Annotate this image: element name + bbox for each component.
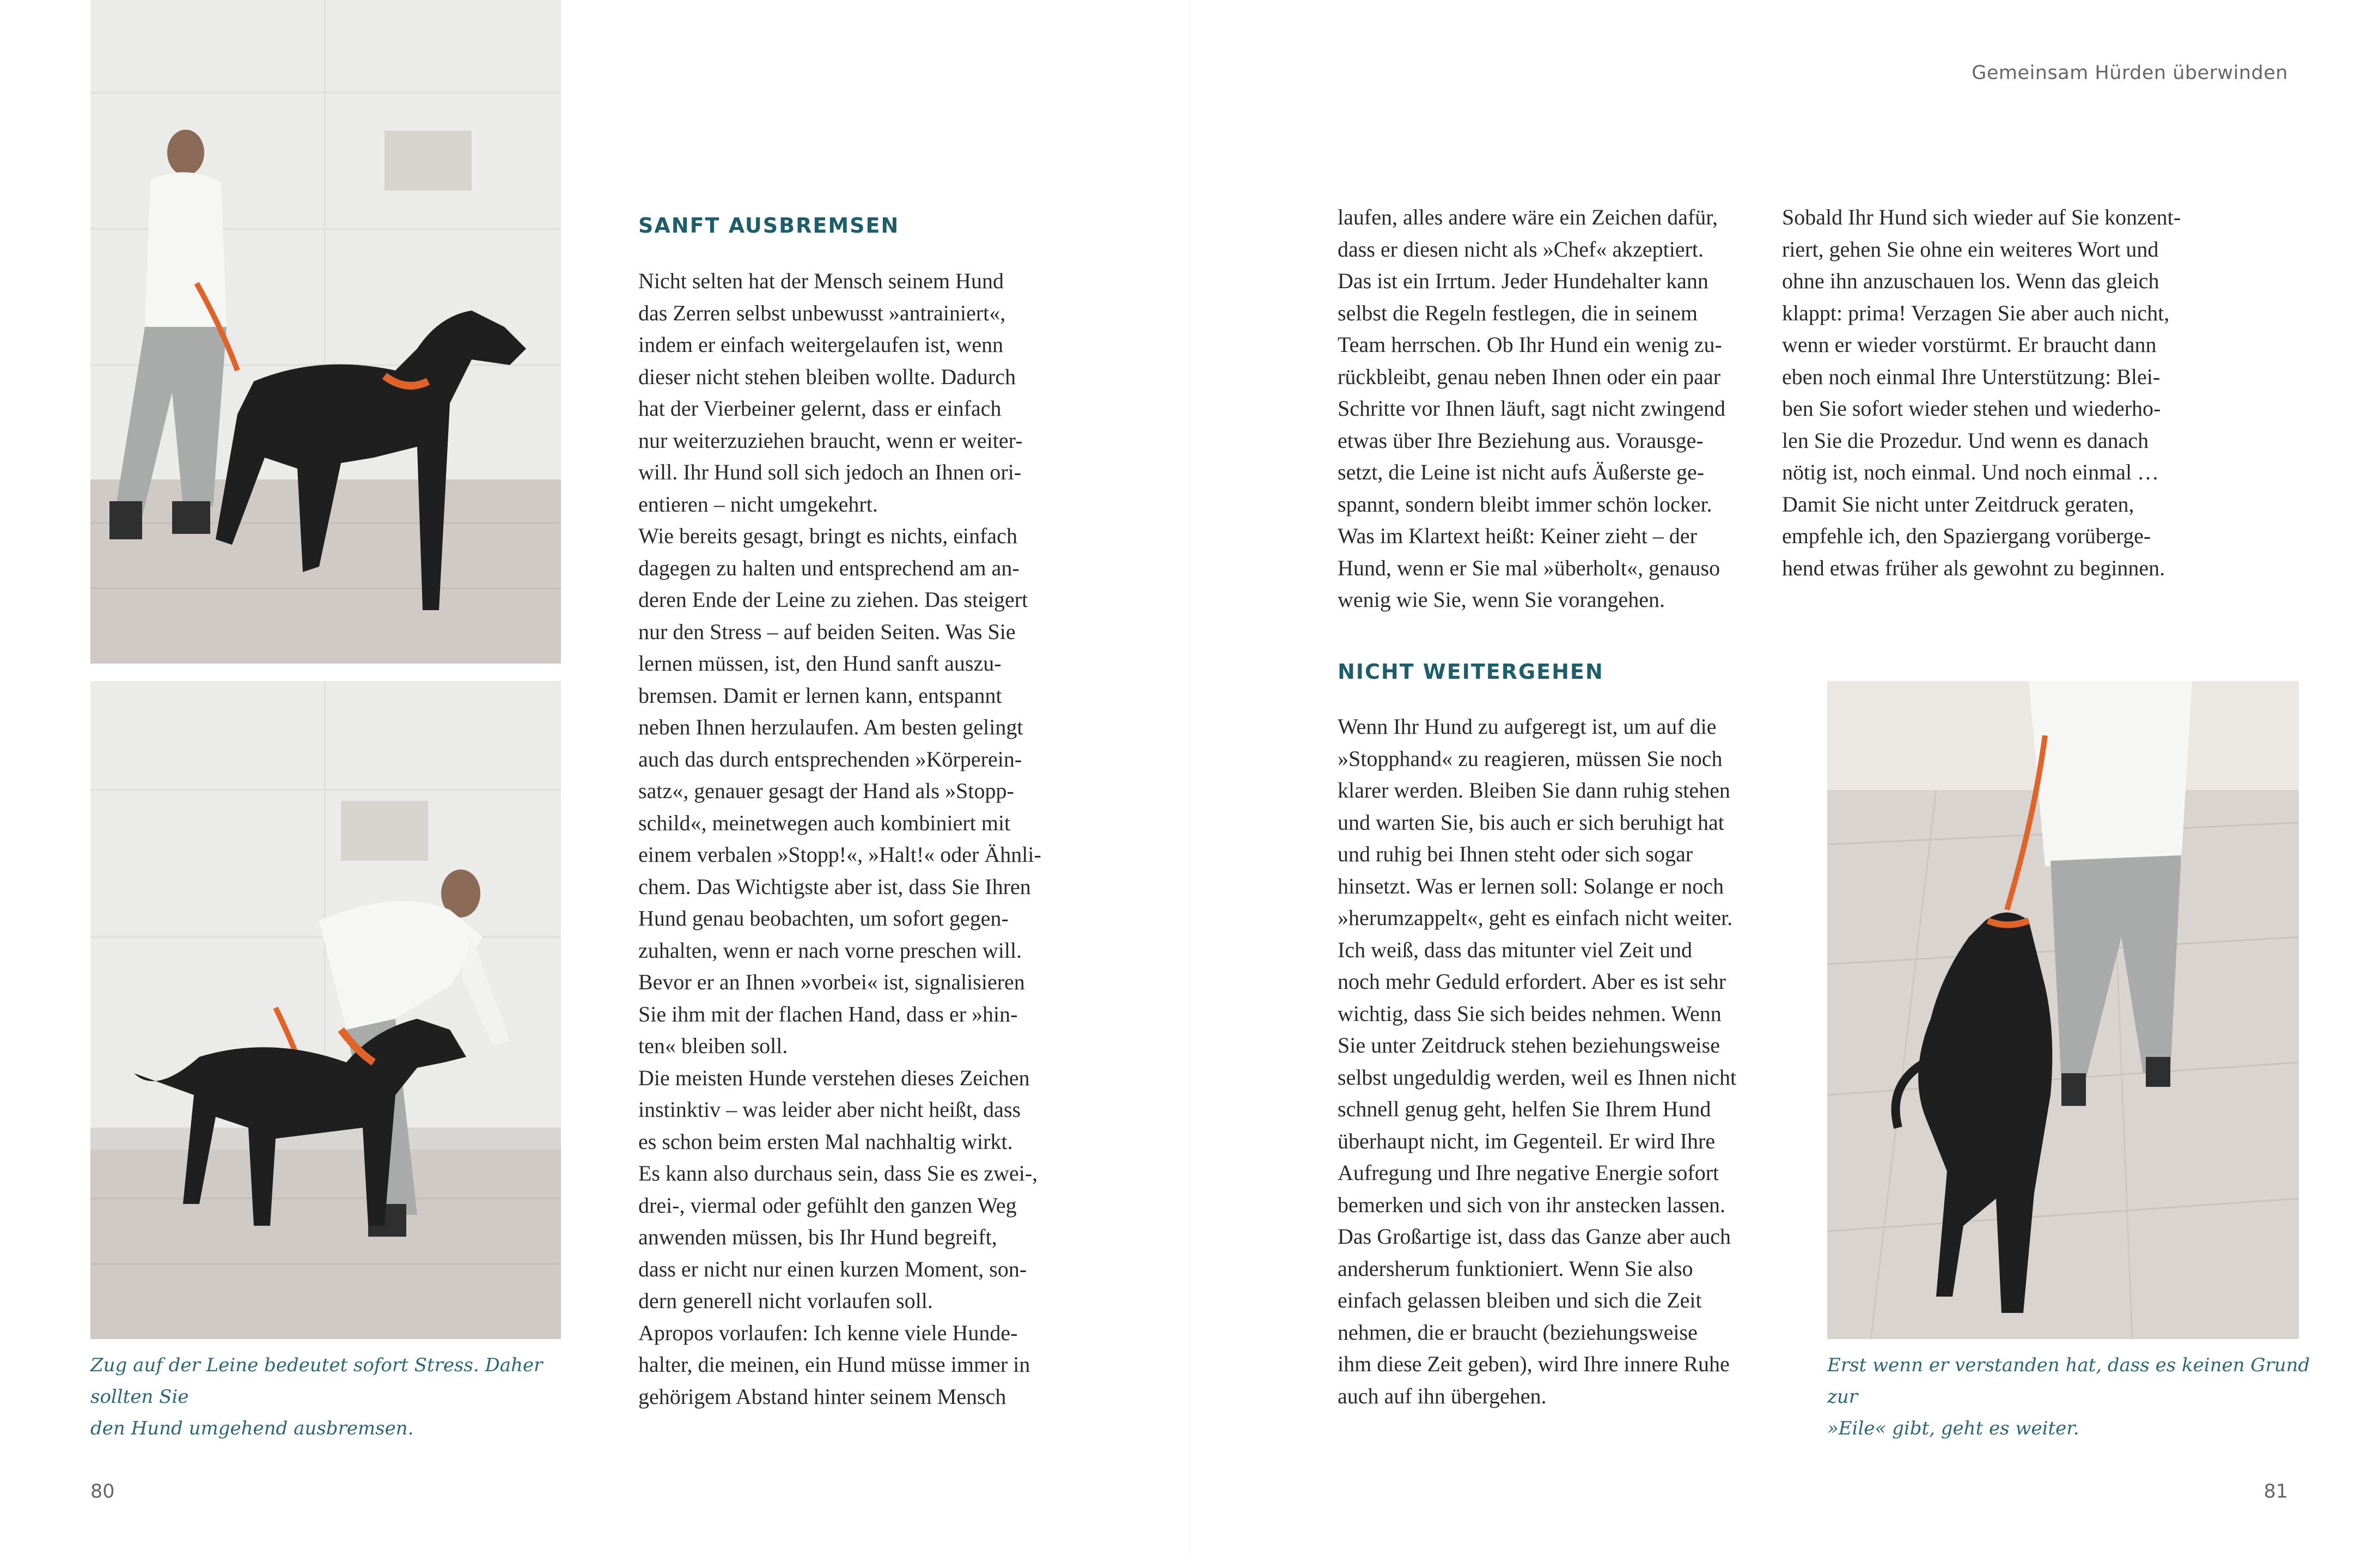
text-line: Sie unter Zeitdruck stehen beziehungsweise <box>1338 1033 1720 1057</box>
text-column-3 <box>1782 202 2218 584</box>
text-line: auch das durch entsprechenden »Körperein- <box>638 746 1022 771</box>
text-line: Was im Klartext heißt: Keiner zieht – der <box>1338 524 1697 548</box>
text-line: »herumzappelt«, geht es einfach nicht weiter. <box>1338 905 1733 930</box>
text-line: nur den Stress – auf beiden Seiten. Was Sie <box>638 619 1016 644</box>
text-line: einem verbalen »Stopp!«, »Halt!« oder Ähnli- <box>638 842 1041 867</box>
text-line: len Sie die Prozedur. Und wenn es danach <box>1782 428 2149 453</box>
text-line: dagegen zu halten und entsprechend am an- <box>638 555 1020 580</box>
text-line: dieser nicht stehen bleiben wollte. Dadurch <box>638 364 1016 389</box>
text-line: es schon beim ersten Mal nachhaltig wirkt. <box>638 1129 1013 1154</box>
text-line: andersherum funktioniert. Wenn Sie also <box>1338 1256 1693 1281</box>
text-line: neben Ihnen herzulaufen. Am besten gelingt <box>638 715 1023 739</box>
text-line: lernen müssen, ist, den Hund sanft auszu- <box>638 651 1002 676</box>
text-line: etwas über Ihre Beziehung aus. Vorausge- <box>1338 428 1704 453</box>
photo-man-standing-with-dog <box>90 0 561 664</box>
text-line: deren Ende der Leine zu ziehen. Das steigert <box>638 587 1028 612</box>
text-line: wenig wie Sie, wenn Sie vorangehen. <box>1338 587 1665 612</box>
text-line: »Stopphand« zu reagieren, müssen Sie noch <box>1338 746 1723 771</box>
text-line: nehmen, die er braucht (beziehungsweise <box>1338 1319 1698 1345</box>
text-line: klarer werden. Bleiben Sie dann ruhig stehen <box>1338 778 1730 802</box>
text-line: rückbleibt, genau neben Ihnen oder ein paar <box>1338 364 1721 389</box>
text-line: Das Großartige ist, dass das Ganze aber auch <box>1338 1224 1731 1249</box>
photo-man-bending-stop-hand <box>90 681 561 1339</box>
text-line: und ruhig bei Ihnen steht oder sich sogar <box>1338 842 1693 866</box>
text-line: nur weiterzuziehen braucht, wenn er weiter- <box>638 428 1023 453</box>
text-line: ben Sie sofort wieder stehen und wiederho- <box>1782 396 2161 421</box>
text-line: überhaupt nicht, im Gegenteil. Er wird Ihre <box>1338 1128 1716 1153</box>
text-line: satz«, genauer gesagt der Hand als »Stopp- <box>638 778 1014 803</box>
text-line: ohne ihn anzuschauen los. Wenn das gleich <box>1782 269 2159 293</box>
text-line: instinktiv – was leider aber nicht heißt, dass <box>638 1097 1021 1122</box>
right-page <box>1190 0 2380 1557</box>
text-line: und warten Sie, bis auch er sich beruhigt hat <box>1338 810 1724 835</box>
text-line: zuhalten, wenn er nach vorne preschen will. <box>638 938 1022 963</box>
text-line: bremsen. Damit er lernen kann, entspannt <box>638 683 1002 708</box>
text-line: Es kann also durchaus sein, dass Sie es zwei-, <box>638 1161 1038 1185</box>
text-line: laufen, alles andere wäre ein Zeichen dafür, <box>1338 205 1718 229</box>
caption-left-line: Zug auf der Leine bedeutet sofort Stress. Daher sollten Sie <box>90 1354 543 1408</box>
caption-left-line: den Hund umgehend ausbremsen. <box>90 1418 414 1439</box>
text-line: Das ist ein Irrtum. Jeder Hundehalter kann <box>1338 269 1708 293</box>
text-line: auch auf ihn übergehen. <box>1338 1383 1547 1408</box>
text-line: selbst ungeduldig werden, weil es Ihnen nicht <box>1338 1065 1737 1090</box>
text-column-2-bottom <box>1338 711 1773 1412</box>
text-line: nötig ist, noch einmal. Und noch einmal … <box>1782 460 2159 484</box>
text-line: hat der Vierbeiner gelernt, dass er einfach <box>638 396 1002 421</box>
text-line: Bevor er an Ihnen »vorbei« ist, signalisieren <box>638 970 1025 994</box>
text-line: entieren – nicht umgekehrt. <box>638 491 878 516</box>
heading-sanft-ausbremsen: SANFT AUSBREMSEN <box>638 214 900 238</box>
text-line: halter, die meinen, ein Hund müsse immer in <box>638 1352 1030 1377</box>
caption-right-line: Erst wenn er verstanden hat, dass es keinen Grund zur <box>1827 1354 2310 1408</box>
photo-caption-right <box>1827 1349 2317 1444</box>
text-line: hinsetzt. Was er lernen soll: Solange er noch <box>1338 873 1724 898</box>
text-line: anwenden müssen, bis Ihr Hund begreift, <box>638 1225 997 1249</box>
text-line: klappt: prima! Verzagen Sie aber auch nicht, <box>1782 300 2170 325</box>
text-line: Ich weiß, dass das mitunter viel Zeit und <box>1338 937 1692 962</box>
text-line: bemerken und sich von ihr anstecken lassen. <box>1338 1192 1726 1217</box>
text-line: riert, gehen Sie ohne ein weiteres Wort und <box>1782 236 2159 261</box>
photo-caption-left <box>90 1349 581 1444</box>
text-line: indem er einfach weitergelaufen ist, wenn <box>638 332 1004 357</box>
text-line: Die meisten Hunde verstehen dieses Zeichen <box>638 1065 1030 1090</box>
text-line: drei-, viermal oder gefühlt den ganzen Weg <box>638 1193 1017 1218</box>
text-line: einfach gelassen bleiben und sich die Zeit <box>1338 1288 1702 1312</box>
text-line: Damit Sie nicht unter Zeitdruck geraten, <box>1782 491 2134 516</box>
text-line: Nicht selten hat der Mensch seinem Hund <box>638 269 1004 293</box>
text-line: Wenn Ihr Hund zu aufgeregt ist, um auf die <box>1338 714 1717 739</box>
text-line: Sobald Ihr Hund sich wieder auf Sie konzent- <box>1782 205 2181 229</box>
caption-right-line: »Eile« gibt, geht es weiter. <box>1827 1418 2079 1439</box>
text-line: Schritte vor Ihnen läuft, sagt nicht zwingend <box>1338 396 1726 421</box>
text-line: dass er nicht nur einen kurzen Moment, son- <box>638 1256 1027 1281</box>
text-line: schnell genug geht, helfen Sie Ihrem Hund <box>1338 1097 1711 1121</box>
running-header: Gemeinsam Hürden überwinden <box>1972 62 2288 84</box>
page-number-right: 81 <box>2263 1481 2288 1503</box>
text-line: Hund genau beobachten, um sofort gegen- <box>638 906 1009 930</box>
text-line: hend etwas früher als gewohnt zu beginnen. <box>1782 555 2165 580</box>
text-line: das Zerren selbst unbewusst »antrainiert«, <box>638 300 1006 325</box>
text-line: empfehle ich, den Spaziergang vorübergе- <box>1782 524 2151 548</box>
text-line: Team herrschen. Ob Ihr Hund ein wenig zu- <box>1338 332 1722 357</box>
heading-nicht-weitergehen: NICHT WEITERGEHEN <box>1338 660 1604 684</box>
text-line: ihm diese Zeit geben), wird Ihre innere Ruhe <box>1338 1352 1730 1376</box>
text-line: selbst die Regeln festlegen, die in seinem <box>1338 300 1698 325</box>
text-line: Sie ihm mit der flachen Hand, dass er »hin- <box>638 1001 1018 1026</box>
photo-man-walking-with-dog <box>1827 681 2299 1339</box>
text-line: Aufregung und Ihre negative Energie sofort <box>1338 1160 1719 1185</box>
text-column-2-top <box>1338 202 1773 616</box>
text-line: eben noch einmal Ihre Unterstützung: Blei- <box>1782 364 2161 389</box>
text-line: wenn er wieder vorstürmt. Er braucht dann <box>1782 332 2157 357</box>
text-line: will. Ihr Hund soll sich jedoch an Ihnen ori- <box>638 460 1022 484</box>
text-line: Wie bereits gesagt, bringt es nichts, einfach <box>638 524 1017 548</box>
text-line: gehörigem Abstand hinter seinem Mensch <box>638 1384 1006 1409</box>
page-number-left: 80 <box>90 1481 115 1503</box>
text-line: wichtig, dass Sie sich beides nehmen. Wenn <box>1338 1001 1722 1026</box>
text-column-1 <box>638 265 1063 1413</box>
text-line: schild«, meinetwegen auch kombiniert mit <box>638 810 1011 835</box>
text-line: setzt, die Leine ist nicht aufs Äußerste ge- <box>1338 460 1705 484</box>
text-line: dass er diesen nicht als »Chef« akzeptiert. <box>1338 236 1704 261</box>
text-line: Apropos vorlaufen: Ich kenne viele Hunde- <box>638 1320 1018 1345</box>
text-line: chem. Das Wichtigste aber ist, dass Sie Ihren <box>638 874 1031 899</box>
text-line: ten« bleiben soll. <box>638 1033 788 1058</box>
text-line: dern generell nicht vorlaufen soll. <box>638 1288 933 1313</box>
text-line: spannt, sondern bleibt immer schön locker. <box>1338 491 1712 516</box>
text-line: Hund, wenn er Sie mal »überholt«, genauso <box>1338 555 1720 580</box>
text-line: noch mehr Geduld erfordert. Aber es ist sehr <box>1338 969 1726 994</box>
